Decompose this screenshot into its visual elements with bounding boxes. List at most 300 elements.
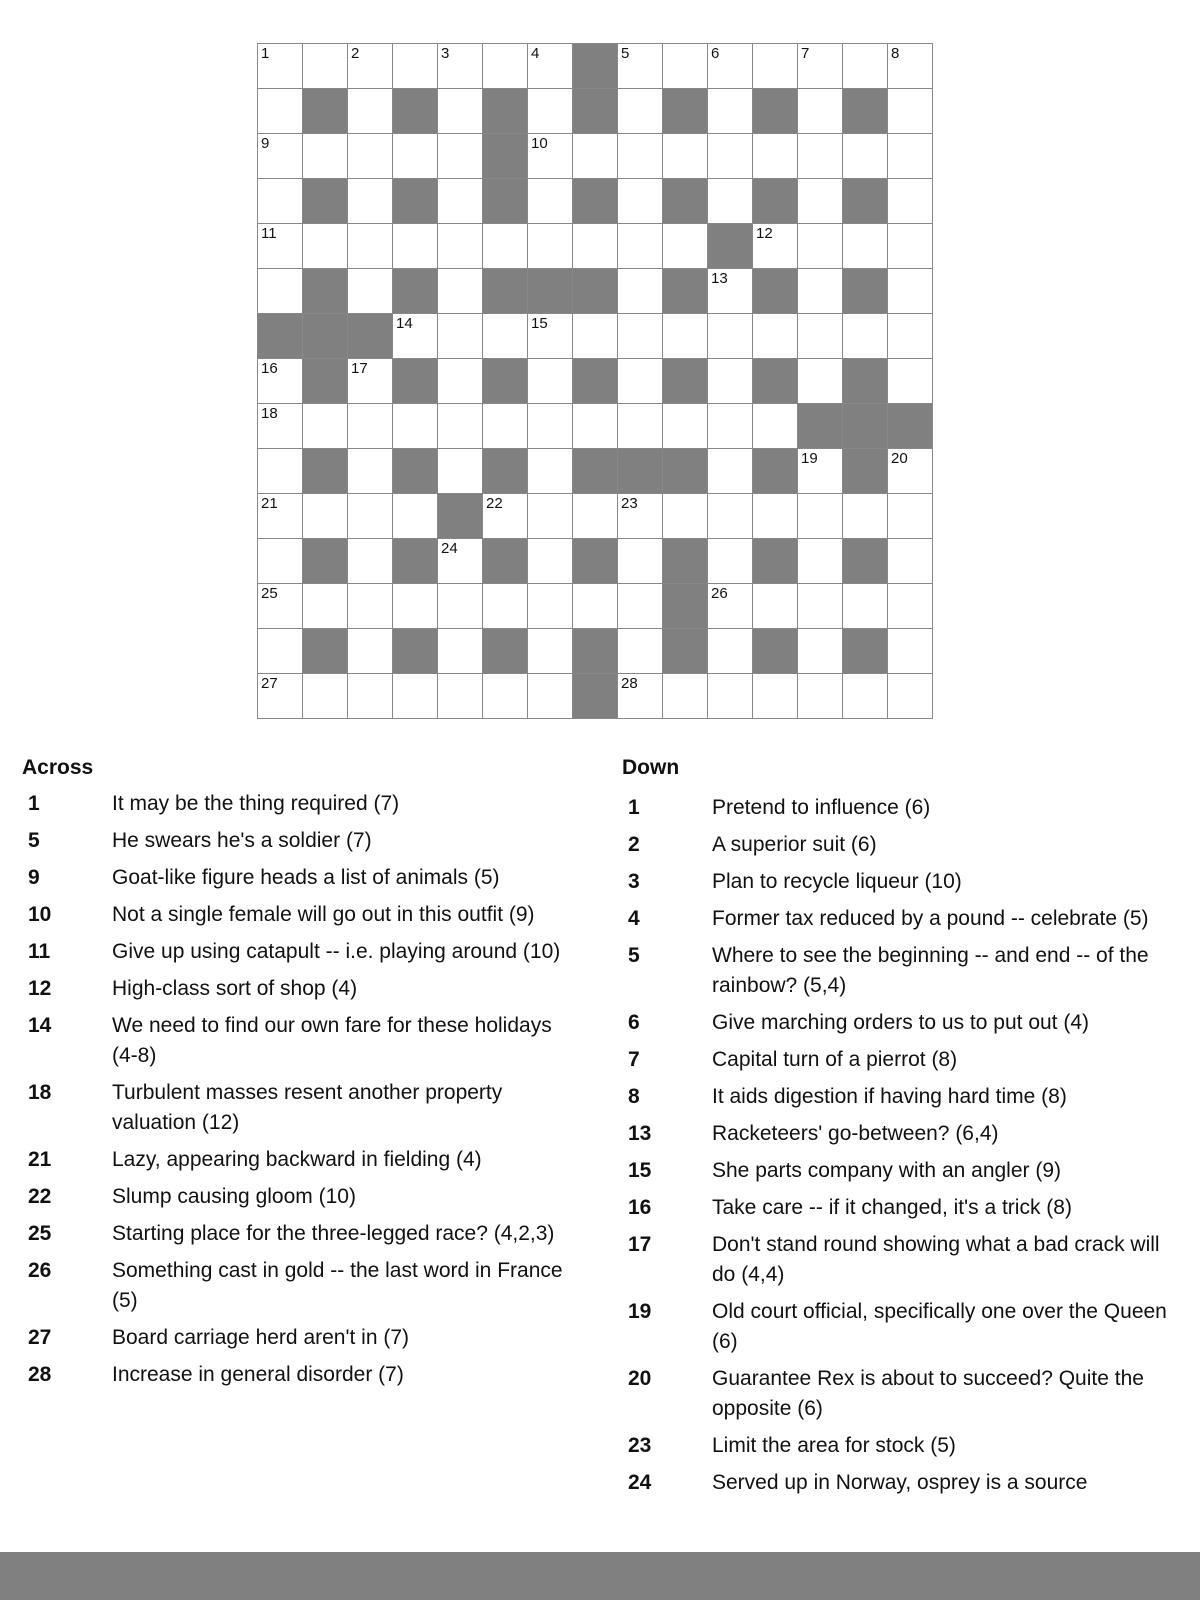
clue-number: 16 (628, 1196, 652, 1219)
grid-cell[interactable] (843, 134, 888, 179)
across-clue (22, 863, 567, 893)
clue-number: 3 (628, 870, 640, 893)
grid-cell[interactable] (708, 584, 753, 629)
grid-cell[interactable] (888, 269, 933, 314)
grid-cell[interactable] (528, 629, 573, 674)
grid-cell[interactable] (528, 404, 573, 449)
clue-number: 28 (28, 1363, 52, 1386)
grid-cell[interactable] (798, 629, 843, 674)
grid-cell[interactable] (798, 44, 843, 89)
clue-text: Limit the area for stock (5) (712, 1434, 956, 1457)
clue-number: 27 (28, 1326, 52, 1349)
clue-number: 1 (28, 792, 40, 815)
grid-cell[interactable] (798, 314, 843, 359)
grid-cell[interactable] (888, 224, 933, 269)
grid-cell[interactable] (663, 44, 708, 89)
clue-number: 23 (621, 495, 638, 512)
grid-cell[interactable] (753, 314, 798, 359)
grid-cell[interactable] (843, 44, 888, 89)
grid-cell[interactable] (483, 584, 528, 629)
grid-block (663, 449, 708, 494)
grid-cell[interactable] (348, 584, 393, 629)
grid-cell[interactable] (258, 269, 303, 314)
grid-cell[interactable] (798, 89, 843, 134)
grid-cell[interactable] (573, 224, 618, 269)
grid-cell[interactable] (798, 179, 843, 224)
crossword-grid (257, 43, 933, 719)
grid-cell[interactable] (843, 224, 888, 269)
grid-block (753, 359, 798, 404)
bottom-bar (0, 1552, 1200, 1600)
down-clue (622, 1297, 1182, 1357)
grid-cell[interactable] (798, 539, 843, 584)
grid-block (573, 269, 618, 314)
grid-cell[interactable] (348, 449, 393, 494)
grid-cell[interactable] (663, 134, 708, 179)
grid-cell[interactable] (438, 629, 483, 674)
grid-cell[interactable] (753, 44, 798, 89)
clue-number: 14 (28, 1014, 52, 1037)
clue-text: Pretend to influence (6) (712, 796, 931, 819)
grid-cell[interactable] (888, 584, 933, 629)
grid-block (663, 179, 708, 224)
grid-cell[interactable] (888, 314, 933, 359)
down-clues (622, 755, 1182, 1505)
grid-cell[interactable] (708, 89, 753, 134)
clue-text: Starting place for the three-legged race? (4,2,3) (112, 1222, 555, 1245)
grid-cell[interactable] (753, 224, 798, 269)
grid-cell[interactable] (483, 494, 528, 539)
grid-block (573, 89, 618, 134)
down-clue-list (622, 793, 1182, 1498)
grid-cell[interactable] (708, 449, 753, 494)
grid-cell[interactable] (888, 674, 933, 719)
clue-text: Something cast in gold -- the last word in France (5) (112, 1259, 563, 1312)
grid-block (393, 89, 438, 134)
grid-cell[interactable] (663, 494, 708, 539)
grid-cell[interactable] (348, 134, 393, 179)
grid-cell[interactable] (573, 134, 618, 179)
clue-number: 9 (261, 135, 270, 152)
down-clue (622, 904, 1182, 934)
grid-cell[interactable] (348, 179, 393, 224)
clue-number: 7 (801, 45, 810, 62)
clue-number: 5 (28, 829, 40, 852)
clue-text: Capital turn of a pierrot (8) (712, 1048, 958, 1071)
clue-number: 7 (628, 1048, 640, 1071)
grid-cell[interactable] (258, 89, 303, 134)
grid-cell[interactable] (528, 179, 573, 224)
across-clue (22, 1219, 567, 1249)
down-clue (622, 1008, 1182, 1038)
grid-cell[interactable] (663, 674, 708, 719)
grid-block (303, 89, 348, 134)
grid-cell[interactable] (483, 44, 528, 89)
grid-cell[interactable] (348, 674, 393, 719)
grid-cell[interactable] (348, 269, 393, 314)
clue-number: 15 (628, 1159, 652, 1182)
grid-block (303, 359, 348, 404)
grid-cell[interactable] (528, 674, 573, 719)
grid-block (573, 179, 618, 224)
grid-block (303, 269, 348, 314)
down-clue (622, 867, 1182, 897)
grid-block (393, 179, 438, 224)
clue-number: 21 (261, 495, 278, 512)
grid-cell[interactable] (438, 449, 483, 494)
clue-text: Lazy, appearing backward in fielding (4) (112, 1148, 482, 1171)
across-clue (22, 1360, 567, 1390)
grid-block (393, 359, 438, 404)
clue-number: 8 (628, 1085, 640, 1108)
grid-cell[interactable] (618, 89, 663, 134)
grid-cell[interactable] (483, 314, 528, 359)
grid-cell[interactable] (528, 539, 573, 584)
across-clue (22, 1182, 567, 1212)
grid-cell[interactable] (888, 539, 933, 584)
grid-cell[interactable] (888, 629, 933, 674)
grid-cell[interactable] (303, 224, 348, 269)
clue-text: Give up using catapult -- i.e. playing around (10) (112, 940, 561, 963)
grid-block (843, 629, 888, 674)
clue-number: 23 (628, 1434, 652, 1457)
clue-number: 26 (711, 585, 728, 602)
clue-text: A superior suit (6) (712, 833, 877, 856)
clue-number: 10 (531, 135, 548, 152)
grid-cell[interactable] (438, 269, 483, 314)
across-heading: Across (22, 756, 94, 779)
grid-cell[interactable] (528, 89, 573, 134)
down-clue (622, 1156, 1182, 1186)
grid-cell[interactable] (798, 359, 843, 404)
clue-number: 9 (28, 866, 40, 889)
grid-cell[interactable] (798, 269, 843, 314)
grid-cell[interactable] (708, 629, 753, 674)
clue-number: 16 (261, 360, 278, 377)
clue-number: 12 (756, 225, 773, 242)
grid-cell[interactable] (708, 494, 753, 539)
across-clue-list (22, 789, 567, 1390)
clue-text: Slump causing gloom (10) (112, 1185, 356, 1208)
clue-number: 20 (628, 1367, 652, 1390)
grid-block (393, 269, 438, 314)
grid-cell[interactable] (528, 314, 573, 359)
grid-cell[interactable] (618, 179, 663, 224)
clue-number: 1 (628, 796, 640, 819)
clue-number: 6 (711, 45, 720, 62)
across-clue (22, 937, 567, 967)
grid-cell[interactable] (843, 494, 888, 539)
down-clue (622, 1230, 1182, 1290)
clue-text: Board carriage herd aren't in (7) (112, 1326, 409, 1349)
clue-number: 27 (261, 675, 278, 692)
grid-cell[interactable] (618, 44, 663, 89)
grid-cell[interactable] (843, 674, 888, 719)
grid-cell[interactable] (393, 314, 438, 359)
clue-number: 19 (628, 1300, 652, 1323)
grid-cell[interactable] (258, 179, 303, 224)
clue-number: 2 (628, 833, 640, 856)
grid-block (483, 359, 528, 404)
clue-text: It may be the thing required (7) (112, 792, 400, 815)
grid-cell[interactable] (618, 674, 663, 719)
grid-cell[interactable] (618, 314, 663, 359)
grid-cell[interactable] (258, 584, 303, 629)
down-clue (622, 830, 1182, 860)
grid-cell[interactable] (438, 224, 483, 269)
down-clue (622, 1468, 1182, 1498)
grid-cell[interactable] (393, 584, 438, 629)
across-clue (22, 1256, 567, 1316)
clue-number: 12 (28, 977, 52, 1000)
grid-cell[interactable] (348, 629, 393, 674)
clue-number: 22 (486, 495, 503, 512)
grid-cell[interactable] (438, 44, 483, 89)
grid-cell[interactable] (348, 494, 393, 539)
clue-text: Give marching orders to us to put out (4) (712, 1011, 1090, 1034)
grid-cell[interactable] (708, 44, 753, 89)
grid-cell[interactable] (258, 44, 303, 89)
clue-number: 1 (261, 45, 270, 62)
clue-number: 20 (891, 450, 908, 467)
grid-cell[interactable] (753, 404, 798, 449)
grid-cell[interactable] (393, 44, 438, 89)
grid-cell[interactable] (618, 224, 663, 269)
grid-cell[interactable] (438, 539, 483, 584)
grid-cell[interactable] (258, 404, 303, 449)
grid-cell[interactable] (888, 134, 933, 179)
clue-text: Increase in general disorder (7) (112, 1363, 404, 1386)
grid-block (483, 134, 528, 179)
grid-cell[interactable] (438, 179, 483, 224)
grid-cell[interactable] (303, 44, 348, 89)
grid-block (663, 539, 708, 584)
grid-cell[interactable] (798, 674, 843, 719)
clue-text: Old court official, specifically one over the Queen (6) (712, 1300, 1167, 1353)
grid-block (303, 449, 348, 494)
grid-cell[interactable] (618, 584, 663, 629)
grid-cell[interactable] (573, 494, 618, 539)
grid-cell[interactable] (888, 449, 933, 494)
grid-cell[interactable] (258, 224, 303, 269)
grid-block (573, 539, 618, 584)
grid-cell[interactable] (258, 359, 303, 404)
grid-cell[interactable] (888, 494, 933, 539)
grid-cell[interactable] (618, 359, 663, 404)
clue-number: 21 (28, 1148, 52, 1171)
grid-cell[interactable] (573, 314, 618, 359)
grid-cell[interactable] (618, 269, 663, 314)
grid-cell[interactable] (753, 584, 798, 629)
grid-cell[interactable] (663, 224, 708, 269)
grid-cell[interactable] (708, 314, 753, 359)
grid-cell[interactable] (303, 494, 348, 539)
grid-cell[interactable] (348, 404, 393, 449)
grid-cell[interactable] (438, 314, 483, 359)
grid-block (753, 629, 798, 674)
across-clues (22, 755, 567, 1397)
grid-block (483, 539, 528, 584)
grid-block (348, 314, 393, 359)
grid-block (438, 494, 483, 539)
grid-block (618, 449, 663, 494)
grid-cell[interactable] (258, 449, 303, 494)
grid-cell[interactable] (258, 494, 303, 539)
grid-cell[interactable] (663, 314, 708, 359)
grid-block (843, 269, 888, 314)
grid-cell[interactable] (798, 494, 843, 539)
grid-cell[interactable] (528, 494, 573, 539)
clue-number: 13 (711, 270, 728, 287)
grid-cell[interactable] (393, 134, 438, 179)
clue-number: 26 (28, 1259, 52, 1282)
clue-text: He swears he's a soldier (7) (112, 829, 372, 852)
across-clue (22, 826, 567, 856)
grid-cell[interactable] (888, 359, 933, 404)
grid-cell[interactable] (843, 584, 888, 629)
clue-number: 4 (531, 45, 540, 62)
grid-cell[interactable] (483, 224, 528, 269)
grid-cell[interactable] (528, 224, 573, 269)
grid-cell[interactable] (438, 89, 483, 134)
grid-cell[interactable] (798, 134, 843, 179)
grid-cell[interactable] (438, 359, 483, 404)
grid-cell[interactable] (258, 629, 303, 674)
grid-cell[interactable] (888, 44, 933, 89)
grid-cell[interactable] (438, 134, 483, 179)
grid-cell[interactable] (258, 539, 303, 584)
clue-number: 5 (628, 944, 640, 967)
grid-cell[interactable] (618, 134, 663, 179)
grid-cell[interactable] (618, 404, 663, 449)
grid-block (663, 269, 708, 314)
grid-block (483, 269, 528, 314)
grid-cell[interactable] (798, 224, 843, 269)
grid-cell[interactable] (753, 674, 798, 719)
grid-cell[interactable] (618, 494, 663, 539)
grid-cell[interactable] (843, 314, 888, 359)
clue-number: 24 (441, 540, 458, 557)
grid-cell[interactable] (708, 134, 753, 179)
grid-cell[interactable] (303, 584, 348, 629)
clue-text: High-class sort of shop (4) (112, 977, 358, 1000)
clue-number: 4 (628, 907, 640, 930)
clue-number: 17 (351, 360, 368, 377)
grid-cell[interactable] (348, 359, 393, 404)
grid-cell[interactable] (438, 674, 483, 719)
grid-cell[interactable] (303, 404, 348, 449)
grid-cell[interactable] (708, 359, 753, 404)
grid-cell[interactable] (348, 539, 393, 584)
grid-cell[interactable] (528, 449, 573, 494)
grid-cell[interactable] (483, 404, 528, 449)
grid-cell[interactable] (438, 404, 483, 449)
grid-cell[interactable] (663, 404, 708, 449)
grid-cell[interactable] (348, 224, 393, 269)
grid-cell[interactable] (303, 134, 348, 179)
grid-block (303, 539, 348, 584)
grid-cell[interactable] (618, 539, 663, 584)
grid-block (483, 179, 528, 224)
grid-cell[interactable] (573, 584, 618, 629)
grid-cell[interactable] (753, 134, 798, 179)
clue-number: 13 (628, 1122, 652, 1145)
grid-cell[interactable] (393, 494, 438, 539)
grid-cell[interactable] (708, 179, 753, 224)
clue-number: 14 (396, 315, 413, 332)
clue-text: Former tax reduced by a pound -- celebrate (5) (712, 907, 1149, 930)
grid-block (753, 449, 798, 494)
clue-text: Not a single female will go out in this outfit (9) (112, 903, 535, 926)
grid-block (528, 269, 573, 314)
grid-block (663, 359, 708, 404)
grid-cell[interactable] (888, 179, 933, 224)
across-clue (22, 1145, 567, 1175)
grid-cell[interactable] (483, 674, 528, 719)
grid-cell[interactable] (528, 584, 573, 629)
grid-cell[interactable] (708, 539, 753, 584)
clue-number: 3 (441, 45, 450, 62)
clue-text: Plan to recycle liqueur (10) (712, 870, 962, 893)
clue-number: 18 (28, 1081, 52, 1104)
grid-cell[interactable] (573, 404, 618, 449)
grid-cell[interactable] (798, 584, 843, 629)
grid-cell[interactable] (258, 134, 303, 179)
grid-block (303, 629, 348, 674)
grid-block (573, 359, 618, 404)
grid-cell[interactable] (348, 89, 393, 134)
clue-number: 25 (261, 585, 278, 602)
grid-cell[interactable] (888, 89, 933, 134)
across-clue (22, 1078, 567, 1138)
grid-block (753, 539, 798, 584)
grid-cell[interactable] (348, 44, 393, 89)
grid-cell[interactable] (528, 134, 573, 179)
grid-cell[interactable] (708, 269, 753, 314)
grid-block (843, 179, 888, 224)
grid-block (303, 314, 348, 359)
grid-cell[interactable] (798, 449, 843, 494)
clue-number: 2 (351, 45, 360, 62)
grid-cell[interactable] (438, 584, 483, 629)
grid-cell[interactable] (708, 404, 753, 449)
grid-cell[interactable] (393, 404, 438, 449)
clue-number: 28 (621, 675, 638, 692)
grid-cell[interactable] (393, 674, 438, 719)
grid-block (393, 629, 438, 674)
grid-block (393, 539, 438, 584)
grid-block (888, 404, 933, 449)
grid-block (663, 629, 708, 674)
down-clue (622, 1082, 1182, 1112)
grid-block (843, 359, 888, 404)
down-clue (622, 1364, 1182, 1424)
grid-block (708, 224, 753, 269)
grid-cell[interactable] (393, 224, 438, 269)
clue-number: 11 (261, 225, 277, 242)
grid-cell[interactable] (753, 494, 798, 539)
grid-block (663, 584, 708, 629)
grid-block (843, 404, 888, 449)
grid-cell[interactable] (303, 674, 348, 719)
grid-block (843, 539, 888, 584)
grid-cell[interactable] (258, 674, 303, 719)
grid-block (753, 89, 798, 134)
grid-cell[interactable] (618, 629, 663, 674)
grid-cell[interactable] (528, 44, 573, 89)
grid-cell[interactable] (708, 674, 753, 719)
grid-cell[interactable] (528, 359, 573, 404)
